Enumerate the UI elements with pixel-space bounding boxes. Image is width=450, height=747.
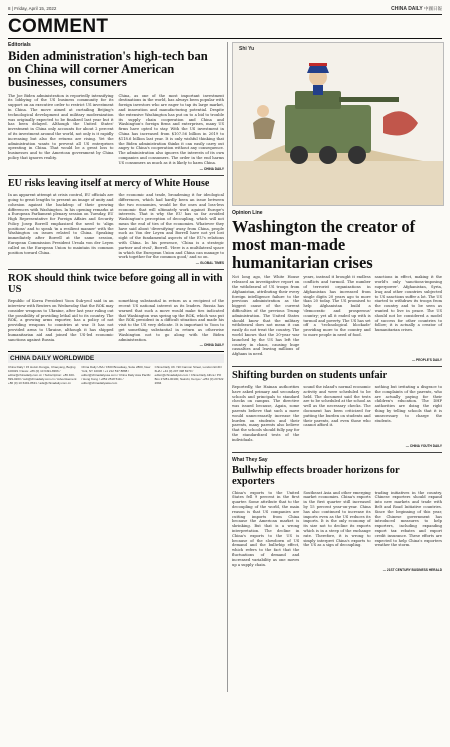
divider — [232, 366, 442, 367]
shifting-sign: — CHINA YOUTH DAILY — [405, 443, 442, 448]
brand-name: CHINA DAILY — [391, 6, 423, 12]
editorials-column — [8, 42, 224, 385]
bullwhip-text-3: trading initiatives in the country. Chinese exporters should expand into new markets and trade with Belt and Road Initiative countries. Since the beginning of this year, the Chinese government has introduced measures to help exporters, including expanding export tax rebates and export credit insurance. These efforts are expected to help China's exporters weather the storm. — [374, 490, 442, 548]
page-number: 8 — [8, 6, 11, 11]
editorial-3-text-2: something substantial in return as a recipient of the recent US national interest as its leaders. Russia has warned that such a move would make ties indicated that Washington was spring up the ROK, which was put the ROK president in a difficult situation and made his visit to the US very delicate. It is important to Yoon to get something substantial in return as otherwise Washington not to go along with the Biden administration. — [118, 299, 224, 342]
divider — [8, 269, 224, 270]
editorial-1-col-1 — [8, 94, 114, 166]
editorial-3-col-1 — [8, 299, 114, 342]
cdw-contact-col-3: China Daily UK / 90 Cannon Street, London EC4N 6HA / +44 (0) 207 398 8270 / editor@chinadailyuk.com / China Daily Africa / PO Box 27281-00100, Nairobi, Kenya / +254 (0) 20 522 2694 — [154, 365, 224, 386]
shifting-text-2: sound the island's normal economic activity and were scheduled to be held. The document said the tests are to be scheduled at the school as well as the necessary checks. The document has been criticized for putting the burden on students and their parents, and even those who cannot afford it. — [303, 385, 371, 428]
editorial-2-text-2: the economic and trade, broadening it for ideological differences, which had hardly been an issue between the two economies, would be the ones and loss-less economic that will ultimately work against Europe's interests. That is why the EU has so far avoided Washington's perception of decoupling, which will not mean the end of ties of the economies. Whatever they have said about 'diversifying' away from China, people such as Von der Leyen and Borrell have not yet lost sight of the fundamental aspects of the EU's relations with China. In his presence, 'China is a strategic partner and rival', Borrell. 'Here is a multilateral space in which the European Union and China can manage to work together for the common good,' and so on. — [118, 193, 224, 260]
editorial-1-col-2 — [119, 94, 225, 166]
shifting-text-3: nothing but irritating a disgrace to the complaints of the parents, who are actually paying for their children's education. The DHP authorities are doing the right thing by telling schools that it is unnecessary to charge the students. — [374, 385, 442, 423]
opinion-col-1 — [232, 275, 299, 357]
cdw-contact-col-1: China Daily / 15 Huixin Dongjie, Chaoyang, Beijing 100029 / News: +86 (0) 10 6491-8366 / editor@chinadaily.com.cn / Subscription: +86 400-699-0203 / sub@chinadaily.com.cn / Advertisement: +86 (0) 10 6491-8631 / ads@chinadaily.com.cn — [8, 365, 78, 386]
cartoon-credit: Shi Yu — [239, 46, 255, 52]
cdw-contact-col-2: China Daily USA / 1500 Broadway, Suite 2800, New York, NY 10036 / +1 212 537 8888 / editor@chinadailyusa.com / China Daily Asia Pacific / Hong Kong / +852 2518 5111 / editor@chinadailyasia.com — [81, 365, 151, 386]
editorial-2-col-1 — [8, 193, 114, 260]
page-date: | Friday, April 15, 2022 — [11, 6, 57, 11]
editorial-3-headline: ROK should think twice before going all in with US — [8, 273, 223, 296]
opinion-text-3: sanctions in effect, making it the world's only 'sanctions-imposing superpower'. Afghanistan, Syria, Iraq and other countries subjected to US sanctions suffer a lot. The US started to withdraw its troops from the country and to be seen as wanted to live in peace. The US should not be considered a model of success for other countries to follow; it is actually a creator of humanitarian crises. — [374, 275, 442, 333]
shifting-text-1: Reportedly, the Hainan authorities have asked primary and secondary schools and principals to standard checks on campus. The directive was issued because, Again, some parents believe that such a move would unnecessarily increase the burden on students and their parents, many parents also believe that the schools should fully pay for the standardized tests of the individuals. — [232, 385, 300, 442]
editorial-1-text-2: China, as one of the most important investment destinations in the world, has always been popular with foreign investors who are eager to tap its large market, and innovation and manufacturing potential. Despite the extensive Washington has put on to a bid to trouble its supply chain cooperation and China and Washington's foreign firms and enterprises, many US firms have opted to stay. With the US investment in China has increased from $107.56 billion in 2019 to $118.6 billion last year. It is only wishful thinking that the Biden administration thinks it can easily carry out angry to China's cooperation without any consequence. The administration also ignores the interests of its own companies and consumers. The order in the end harms US consumers as much as it is likely to harm China. — [118, 93, 224, 165]
china-daily-worldwide-box — [8, 351, 224, 385]
shifting-col-1 — [232, 385, 299, 443]
opinion-headline: Washington the creator of most man-made humanitarian crises — [232, 217, 416, 272]
page-header — [8, 6, 442, 14]
editorial-2 — [8, 179, 224, 266]
bullwhip-kicker: What They Say — [232, 456, 268, 463]
opinion-kicker: Opinion Line — [232, 210, 263, 216]
masthead-rule — [8, 38, 442, 39]
editorial-1 — [8, 50, 224, 171]
editorial-2-col-2 — [119, 193, 225, 260]
section-masthead: COMMENT — [8, 16, 109, 37]
shifting-col-2 — [303, 385, 370, 443]
opinion-col-2 — [303, 275, 370, 357]
opinion-column — [232, 42, 442, 572]
column-divider — [227, 42, 228, 692]
opinion-col-3 — [375, 275, 442, 357]
divider — [232, 452, 442, 453]
bullwhip-col-2 — [303, 491, 370, 568]
opinion-text-2: years, instead it brought it endless conflicts and turmoil. The number of terrorist organizations in Afghanistan has increased from single digits 20 years ago to more than 20 today. The US promised to help Afghanistan build a 'democratic and prosperous' country; yet all it ended up with is turmoil and poverty. The US has set off a 'technological blockade' providing more to the country and to more people in need of food. — [303, 275, 371, 337]
bullwhip-col-3 — [375, 491, 442, 568]
bullwhip-text-2: Southeast Asia and other emerging market economies. China's exports in the first quarter still increased by 15 percent year-on-year. China has also continued to increase its imports even as the US reduces its imports. It is the only economy of its size not to decline its exports which is in a steep of the exchange rate. Therefore, it is wrong to simply interpret China's exports to the US as a sign of decoupling. — [303, 490, 371, 548]
header-rule — [8, 14, 442, 15]
shifting-col-3 — [375, 385, 442, 443]
editorial-3-text-1: Republic of Korea President Yoon Suk-yeol said in an interview with Reuters on Wednesday that the ROK may consider weapons to Ukraine, after last year ruling out the possibility of providing lethal aid to its country. The ROK, a growing arms exporter, has a policy of not providing weapons to countries at war. It has not provided arms to Ukraine, although it has shipped humanitarian aid and joined the US-led economic sanctions against Russia. — [8, 299, 114, 342]
divider — [8, 175, 224, 176]
editorial-3-col-2 — [119, 299, 225, 342]
editorial-cartoon — [232, 42, 444, 206]
editorial-2-text-1: In an apparent attempt at crisis control, EU officials are going to great lengths to present an image of unity and cohesion against the backdrop of their growing differences with Washington. In his opening remarks at a European Parliament plenary session on Tuesday, EU High Representative for Foreign Affairs and Security Policy Josep Borrell emphasized the need to 'align positions' and to speak 'in a resilient manner' with the Washington on issues related to China. Speaking immediately after Borrell at the same session, European Commission President Ursula von der Leyen called on the European Union to maintain its common position toward China. — [8, 193, 114, 255]
opinion-text-1: Not long ago, the White House released an investigative report on the withdrawal of US troops from Afghanistan, attributing their every foreign intelligence failure to the previous administration as the biggest cause of the current difficulties of the previous Trump administration. The United States should know that the military withdrawal does not mean it can easily do not treat the country. The world knows that the 20-year war launched by the US has left the country in chaos, causing huge casualties and leaving millions of Afghans in need. — [232, 275, 300, 357]
bullwhip-sign: — 21ST CENTURY BUSINESS HERALD — [382, 568, 442, 573]
bullwhip-col-1 — [232, 491, 299, 568]
editorials-label: Editorials — [8, 42, 31, 48]
china-daily-worldwide-title: CHINA DAILY WORLDWIDE — [8, 354, 224, 363]
bullwhip-text-1: China's exports to the United States fell 9 percent in the first quarter. Some attribute that to the decoupling of the world, the main reason is that US companies are cutting imports from China because the American market is shrinking. But that is a wrong interpretation. The decline in China's exports to the US is because of the slowdown of US demand and the bullwhip effect, which refers to the fact that the fluctuations of demand and increased variability as one moves up a supply chain. — [232, 490, 300, 567]
editorial-1-text-1: The Joe Biden administration is reportedly intensifying its lobbying of the US business community for its support on an executive order to restrict US investment in China. The move aimed at curtailing Beijing's technological development and military modernization was originally expected to be finalized last year but it has been delayed. Although the United States' investment in China only accounts for about 2 percent of its investment around the world, not only is it rapidly increasing but also the returns are rising. Yet the administration wants to prevent all US enterprises operating in China. That would be a great loss to businesses and to the American government by China policy that ignores reality. — [8, 93, 114, 161]
editorial-2-headline: EU risks leaving itself at mercy of White House — [8, 177, 210, 189]
editorial-1-sign: — CHINA DAILY — [199, 166, 224, 171]
bullwhip-headline: Bullwhip effects broader horizons for exporters — [232, 464, 400, 487]
brand-name-cn: 中國日報 — [424, 6, 442, 11]
editorial-1-headline: Biden administration's high-tech ban on China will corner American businesses, consumers — [8, 49, 208, 90]
editorial-3-sign: — CHINA DAILY — [199, 343, 224, 348]
editorial-2-sign: — GLOBAL TIMES — [195, 261, 224, 266]
cartoon-illustration — [233, 43, 443, 205]
shifting-headline: Shifting burden on students unfair — [232, 369, 388, 381]
editorial-3 — [8, 273, 224, 347]
opinion-sign: — PEOPLE'S DAILY — [411, 357, 442, 362]
